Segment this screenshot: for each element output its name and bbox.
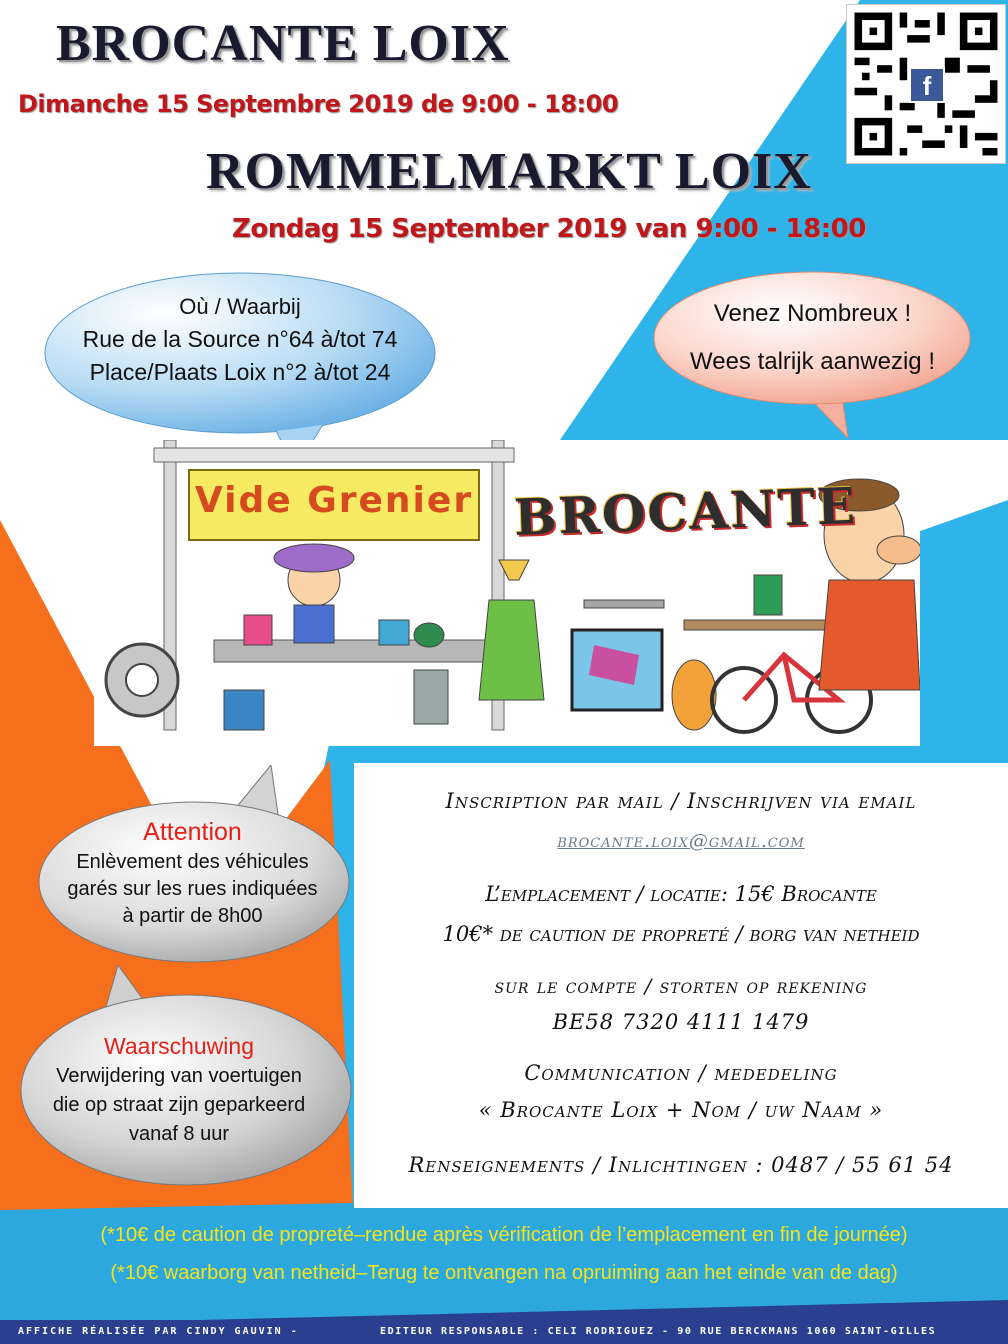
attention-title: Attention (143, 818, 242, 846)
attention-line-1: Enlèvement des véhicules (76, 851, 309, 873)
location-street: Rue de la Source n°64 à/tot 74 (82, 326, 398, 352)
credit-author: AFFICHE RÉALISÉE PAR CINDY GAUVIN - (18, 1326, 299, 1337)
date-fr: Dimanche 15 Septembre 2019 de 9:00 - 18:00 (18, 90, 619, 118)
invite-line-nl: Wees talrijk aanwezig ! (690, 348, 935, 375)
date-nl: Zondag 15 September 2019 van 9:00 - 18:00 (232, 214, 866, 244)
info-communication: Communication / mededeling (524, 1061, 838, 1085)
info-reference: « Brocante Loix + Nom / uw Naam » (478, 1098, 884, 1122)
footnote-fr: (*10€ de caution de propreté–rendue après vérification de l’emplacement en fin de journée) (100, 1224, 908, 1246)
info-email-link[interactable]: brocante.loix@gmail.com (557, 830, 805, 852)
info-iban: BE58 7320 4111 1479 (552, 1010, 810, 1034)
location-heading: Où / Waarbij (179, 294, 301, 319)
invite-line-fr: Venez Nombreux ! (713, 300, 912, 327)
invite-bubble-text (655, 290, 970, 386)
footnote-nl: (*10€ waarborg van netheid–Terug te ontvangen na opruiming aan het einde van de dag) (110, 1262, 898, 1284)
attention-line-3: à partir de 8h00 (122, 905, 263, 927)
title-fr: BROCANTE LOIX (56, 15, 510, 72)
info-emplacement: L’emplacement / locatie: 15€ Brocante (485, 882, 877, 906)
warning-text (24, 1030, 334, 1149)
brocante-word-art: BROCANTE (513, 476, 858, 547)
vide-grenier-banner: Vide Grenier (194, 480, 474, 521)
brocante-illustration (94, 440, 920, 746)
facebook-icon: f (909, 67, 945, 103)
info-renseignements: Renseignements / Inlichtingen : 0487 / 55 61 54 (408, 1153, 954, 1177)
qr-code-icon[interactable] (846, 4, 1006, 164)
info-compte: sur le compte / storten op rekening (494, 974, 868, 998)
credit-publisher: EDITEUR RESPONSABLE : CELI RODRIGUEZ - 90 RUE BERCKMANS 1060 SAINT-GILLES (380, 1326, 937, 1337)
info-caution: 10€* de caution de propreté / borg van netheid (442, 922, 920, 946)
warning-line-1: Verwijdering van voertuigen (56, 1065, 302, 1087)
location-place: Place/Plaats Loix n°2 à/tot 24 (89, 359, 391, 385)
info-inscription: Inscription par mail / Inschrijven via email (445, 789, 917, 813)
warning-title: Waarschuwing (104, 1033, 254, 1059)
warning-line-3: vanaf 8 uur (128, 1123, 230, 1145)
warning-line-2: die op straat zijn geparkeerd (52, 1094, 306, 1116)
location-bubble-text (40, 290, 440, 389)
title-nl: ROMMELMARKT LOIX (206, 143, 812, 200)
attention-line-2: garés sur les rues indiquées (67, 878, 318, 900)
attention-text (40, 815, 345, 930)
